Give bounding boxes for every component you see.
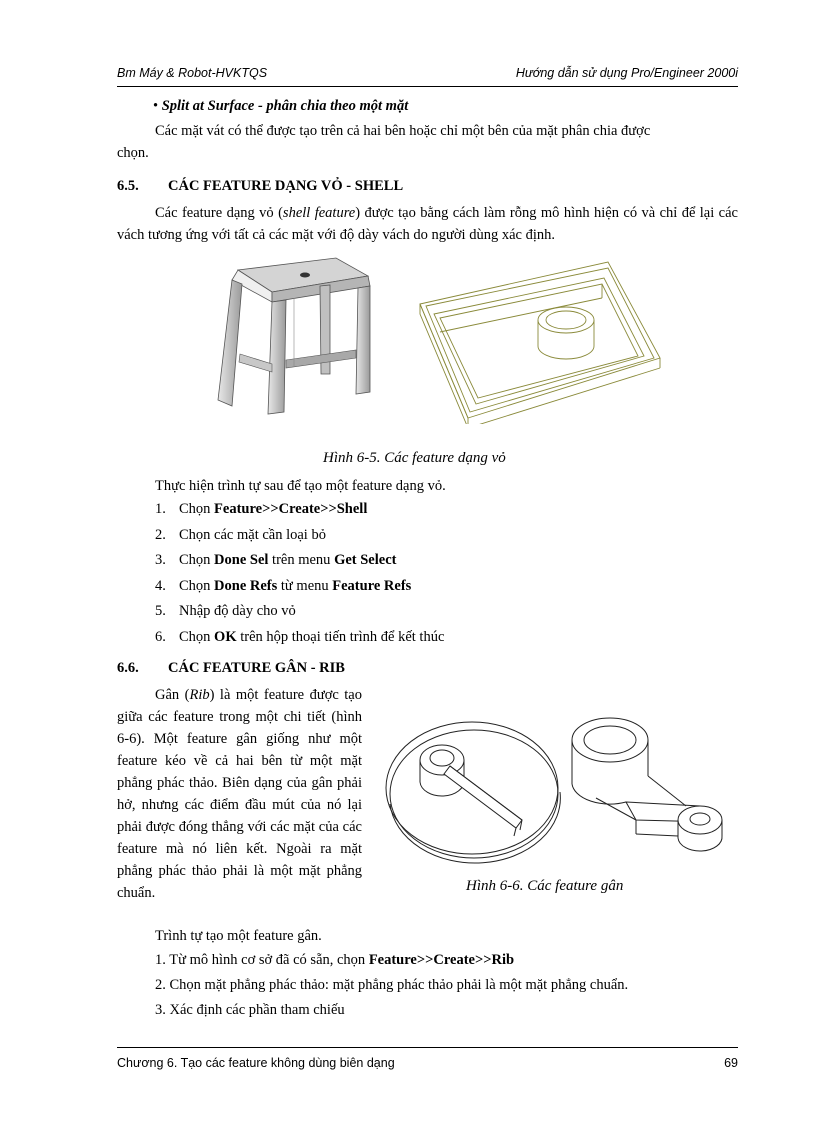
section-6-6-title: CÁC FEATURE GÂN - RIB	[168, 660, 345, 676]
shell-steps-intro: Thực hiện trình tự sau để tạo một feature dạng vỏ.	[155, 478, 446, 494]
step-bold: Done Refs	[214, 577, 278, 594]
para-text: ) được tạo bằng cách làm rỗng mô hình hiện có và chỉ để lại các vách tương ứng với tất cả các mặt với độ dày vách do người dùng xác định.	[117, 205, 738, 243]
step-text: Chọn	[179, 552, 215, 568]
intro-line-1: Các mặt vát có thể được tạo trên cả hai bên hoặc chỉ một bên của mặt phân chia được	[155, 123, 651, 139]
page-footer	[117, 1047, 738, 1070]
caption-text: . Các feature gân	[519, 878, 624, 894]
header-right: Hướng dẫn sử dụng Pro/Engineer 2000i	[515, 66, 738, 80]
section-6-6-paragraph	[117, 684, 362, 904]
step-text: từ menu	[277, 577, 333, 594]
rib-step-3: 3. Xác định các phần tham chiếu	[155, 1002, 345, 1018]
step-text: Chọn	[179, 628, 215, 645]
step-bold: Feature>>Create>>Shell	[214, 501, 368, 517]
stool-figure	[210, 256, 380, 416]
step-text: Chọn	[179, 501, 215, 517]
step-text: trên hộp thoại tiến trình để kết thúc	[236, 628, 445, 645]
shell-steps-list	[155, 501, 444, 654]
list-item	[155, 501, 444, 527]
step-bold: Get Select	[334, 552, 397, 568]
footer-chapter: Chương 6. Tạo các feature không dùng biên dạng	[117, 1056, 395, 1070]
rib-step-2: 2. Chọn mặt phẳng phác thảo: mặt phẳng phác thảo phải là một mặt phẳng chuẩn.	[155, 977, 629, 993]
bullet-marker: •	[153, 98, 159, 114]
list-item	[155, 552, 444, 578]
section-6-5-title: CÁC FEATURE DẠNG VỎ - SHELL	[168, 178, 404, 194]
para-text: ) là một feature được tạo giữa các feature trong một chi tiết (hình 6-6). Một feature gân giống như một feature kéo về cả hai bên từ một mặt phẳng phác thảo. Biên dạng của gân phải hở, nhưng các điểm đầu mút của nó lại phải được đóng thẳng với các mặt của các feature mà nó liên kết. Ngoài ra mặt phẳng phác thảo phải là một mặt phẳng chuẩn.	[117, 687, 362, 901]
step-text: trên menu	[268, 552, 335, 568]
figure-6-5-caption	[323, 450, 506, 467]
header-left: Bm Máy & Robot-HVKTQS	[117, 66, 268, 80]
step-bold: Done Sel	[214, 552, 269, 568]
step-text: Nhập độ dày cho vỏ	[179, 603, 296, 619]
page-number: 69	[724, 1056, 738, 1070]
list-item	[155, 603, 444, 629]
rib-steps-intro: Trình tự tạo một feature gân.	[155, 928, 322, 944]
section-6-6-number: 6.6.	[117, 660, 139, 676]
step-number: 6.	[155, 628, 166, 645]
step-bold: Feature Refs	[332, 577, 412, 594]
step-text: 1. Từ mô hình cơ sở đã có sẵn, chọn	[155, 952, 369, 968]
para-text: Các feature dạng vỏ (	[155, 205, 283, 221]
section-6-5-number: 6.5.	[117, 178, 139, 194]
step-number: 5.	[155, 603, 166, 619]
rib-step-1	[155, 950, 514, 970]
intro-line-2: chọn.	[117, 145, 149, 161]
bullet-item	[153, 96, 408, 116]
para-text: Gân (	[155, 687, 190, 703]
figure-6-6-caption	[466, 878, 623, 895]
list-item	[155, 578, 444, 604]
caption-label: Hình 6-6	[466, 878, 520, 894]
list-item	[155, 629, 444, 655]
step-number: 2.	[155, 526, 166, 543]
section-6-5-paragraph	[117, 202, 738, 246]
step-bold: OK	[214, 628, 237, 645]
shell-box-figure	[418, 258, 664, 424]
step-number: 3.	[155, 552, 166, 568]
rib-disc-figure	[382, 708, 564, 874]
caption-label: Hình 6-5	[323, 450, 377, 466]
step-text: Chọn các mặt cần loại bỏ	[179, 526, 326, 543]
rib-bracket-figure	[566, 714, 726, 864]
caption-text: . Các feature dạng vỏ	[376, 450, 506, 466]
page-header	[117, 66, 738, 87]
step-number: 4.	[155, 577, 166, 594]
list-item	[155, 527, 444, 553]
step-number: 1.	[155, 501, 166, 517]
step-bold: Feature>>Create>>Rib	[368, 952, 515, 968]
bullet-title: Split at Surface - phân chia theo một mặt	[161, 98, 409, 114]
step-text: Chọn	[179, 577, 215, 594]
para-emphasis: Rib	[189, 687, 210, 703]
para-emphasis: shell feature	[282, 205, 356, 221]
